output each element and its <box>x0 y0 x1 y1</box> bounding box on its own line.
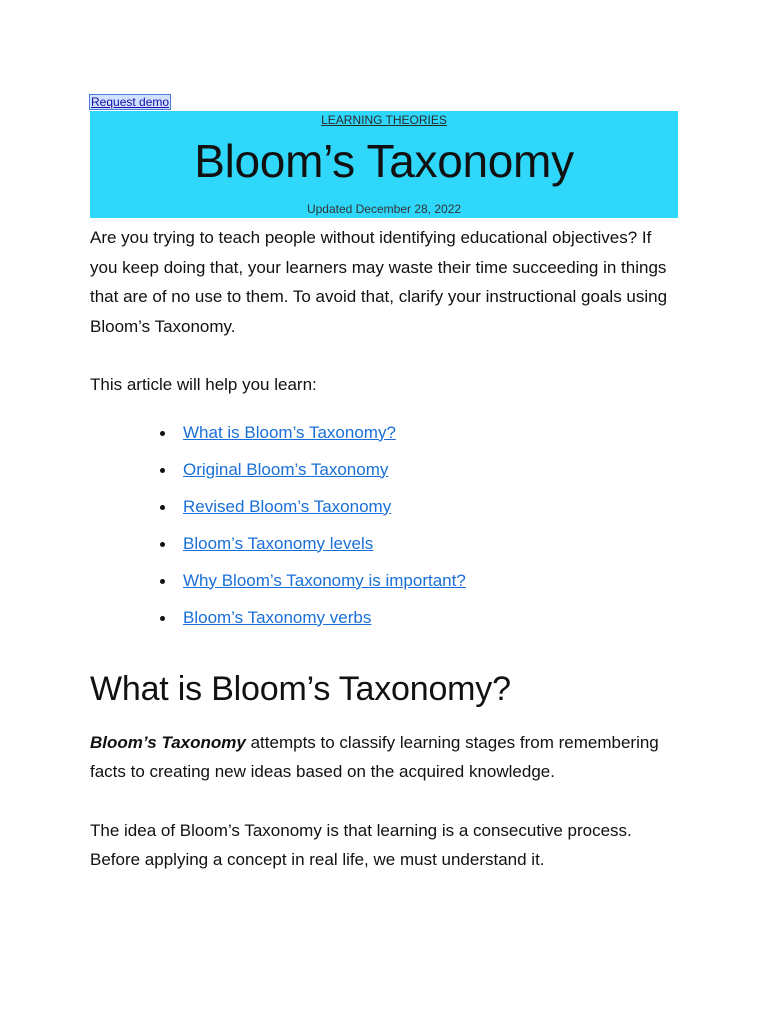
section-heading: What is Bloom’s Taxonomy? <box>90 669 511 708</box>
definition-text: attempts to classify learning stages from remembering facts to creating new ideas based on the acquired knowledge. <box>90 732 659 781</box>
bullet-icon <box>160 579 165 584</box>
toc-item <box>90 496 678 533</box>
table-of-contents <box>90 422 678 644</box>
toc-item <box>90 459 678 496</box>
toc-item <box>90 607 678 644</box>
bullet-icon <box>160 431 165 436</box>
intro-paragraph: Are you trying to teach people without identifying educational objectives? If you keep doing that, your learners may waste their time succeeding in things that are of no use to them. To avoid that, clarify your instructional goals using Bloom’s Taxonomy. <box>90 228 668 336</box>
toc-item <box>90 533 678 570</box>
bullet-icon <box>160 468 165 473</box>
bullet-icon <box>160 542 165 547</box>
toc-link-what-is[interactable]: What is Bloom’s Taxonomy? <box>183 422 396 442</box>
toc-link-verbs[interactable]: Bloom’s Taxonomy verbs <box>183 607 372 627</box>
lead-in-paragraph: This article will help you learn: <box>90 375 317 394</box>
toc-link-why-important[interactable]: Why Bloom’s Taxonomy is important? <box>183 570 466 590</box>
updated-date: Updated December 28, 2022 <box>306 202 462 216</box>
toc-link-original[interactable]: Original Bloom’s Taxonomy <box>183 459 389 479</box>
toc-link-revised[interactable]: Revised Bloom’s Taxonomy <box>183 496 392 516</box>
toc-item <box>90 570 678 607</box>
page-title: Bloom’s Taxonomy <box>194 135 574 187</box>
bullet-icon <box>160 616 165 621</box>
request-demo-link[interactable]: Request demo <box>91 95 170 109</box>
definition-paragraph <box>90 728 678 787</box>
document-page <box>90 92 678 875</box>
category-link[interactable]: LEARNING THEORIES <box>321 113 447 127</box>
toc-link-levels[interactable]: Bloom’s Taxonomy levels <box>183 533 374 553</box>
title-banner <box>90 111 678 218</box>
idea-paragraph: The idea of Bloom’s Taxonomy is that learning is a consecutive process. Before applying a concept in real life, we must understand it. <box>90 820 632 869</box>
bullet-icon <box>160 505 165 510</box>
toc-item <box>90 422 678 459</box>
definition-term: Bloom’s Taxonomy <box>90 732 246 752</box>
